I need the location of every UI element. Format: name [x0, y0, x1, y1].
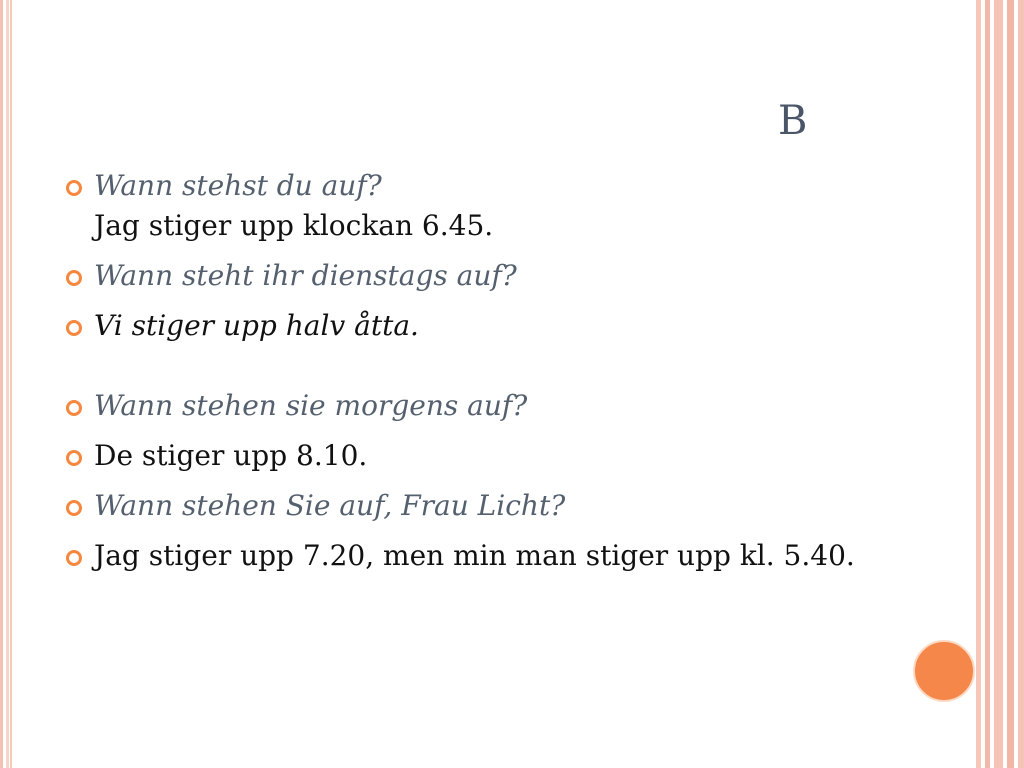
bullet-item — [66, 256, 946, 296]
left-stripe-decoration — [10, 0, 12, 768]
orange-circle-decoration — [913, 640, 975, 702]
bullet-question: Wann stehen Sie auf, Frau Licht? — [94, 489, 566, 522]
bullet-icon — [66, 270, 82, 286]
bullet-answer: Vi stiger upp halv åtta. — [94, 309, 419, 342]
bullet-item — [66, 536, 946, 576]
bullet-answer: Jag stiger upp 7.20, men min man stiger upp kl. 5.40. — [94, 539, 855, 572]
right-stripe-decoration — [994, 0, 1003, 768]
right-stripe-decoration — [1018, 0, 1024, 768]
bullet-item — [66, 306, 946, 346]
bullet-item — [66, 166, 946, 246]
bullet-icon — [66, 180, 82, 196]
bullet-item — [66, 486, 946, 526]
slide-title: B — [778, 98, 809, 144]
bullet-item — [66, 436, 946, 476]
bullet-icon — [66, 550, 82, 566]
bullet-list — [66, 166, 946, 586]
bullet-icon — [66, 450, 82, 466]
bullet-icon — [66, 400, 82, 416]
bullet-item — [66, 386, 946, 426]
bullet-question: Wann stehen sie morgens auf? — [94, 389, 528, 422]
bullet-answer: De stiger upp 8.10. — [94, 439, 368, 472]
right-stripe-decoration — [985, 0, 990, 768]
bullet-answer: Jag stiger upp klockan 6.45. — [94, 209, 494, 242]
bullet-question: Wann stehst du auf? — [94, 169, 382, 202]
right-stripe-decoration — [1007, 0, 1014, 768]
right-stripe-decoration — [976, 0, 981, 768]
bullet-icon — [66, 500, 82, 516]
left-stripe-decoration — [0, 0, 3, 768]
left-stripe-decoration — [6, 0, 9, 768]
bullet-question: Wann steht ihr dienstags auf? — [94, 259, 517, 292]
bullet-icon — [66, 320, 82, 336]
